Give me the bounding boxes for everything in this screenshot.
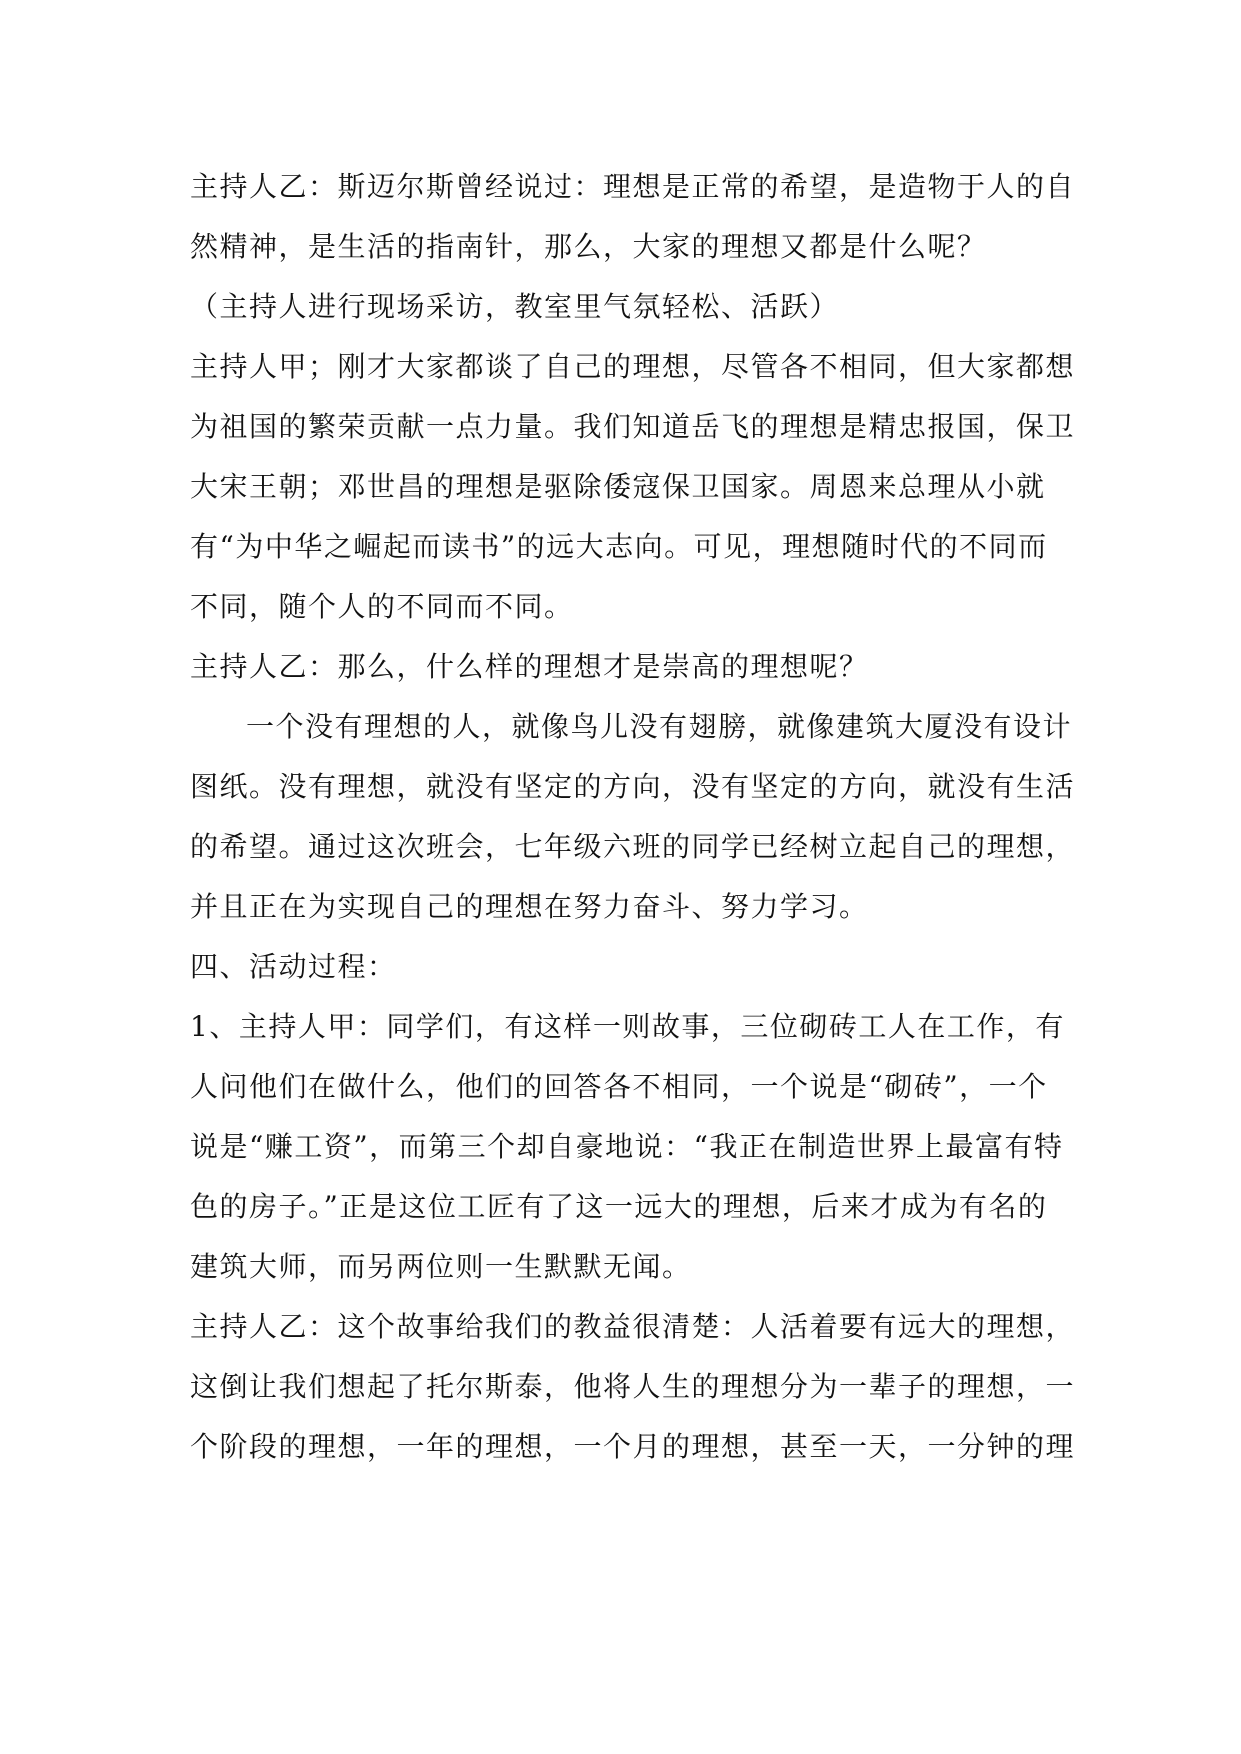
text-line: 为祖国的繁荣贡献一点力量。我们知道岳飞的理想是精忠报国，保卫 bbox=[190, 410, 1076, 443]
text-line: 图纸。没有理想，就没有坚定的方向，没有坚定的方向，就没有生活 bbox=[190, 770, 1076, 803]
text-line: 并且正在为实现自己的理想在努力奋斗、努力学习。 bbox=[190, 890, 869, 923]
text-line: 建筑大师，而另两位则一生默默无闻。 bbox=[190, 1250, 692, 1283]
text-line: 1、主持人甲：同学们，有这样一则故事，三位砌砖工人在工作，有 bbox=[190, 1010, 1065, 1043]
text-line: 的希望。通过这次班会，七年级六班的同学已经树立起自己的理想， bbox=[190, 830, 1076, 863]
text-line: 主持人甲；刚才大家都谈了自己的理想，尽管各不相同，但大家都想 bbox=[190, 350, 1076, 383]
text-line: 主持人乙：斯迈尔斯曾经说过：理想是正常的希望，是造物于人的自 bbox=[190, 170, 1076, 203]
text-line: 不同，随个人的不同而不同。 bbox=[190, 590, 574, 623]
text-line: 人问他们在做什么，他们的回答各不相同，一个说是“砌砖”，一个 bbox=[190, 1070, 1048, 1103]
text-line: 这倒让我们想起了托尔斯泰，他将人生的理想分为一辈子的理想，一 bbox=[190, 1370, 1076, 1403]
text-line: 有“为中华之崛起而读书”的远大志向。可见，理想随时代的不同而 bbox=[190, 530, 1048, 563]
text-line: 色的房子。”正是这位工匠有了这一远大的理想，后来才成为有名的 bbox=[190, 1190, 1048, 1223]
text-line: （主持人进行现场采访，教室里气氛轻松、活跃） bbox=[190, 290, 840, 323]
text-line: 个阶段的理想，一年的理想，一个月的理想，甚至一天，一分钟的理 bbox=[190, 1430, 1076, 1463]
text-line: 主持人乙：那么，什么样的理想才是崇高的理想呢？ bbox=[190, 650, 869, 683]
text-line: 说是“赚工资”，而第三个却自豪地说：“我正在制造世界上最富有特 bbox=[190, 1130, 1064, 1163]
section-heading: 四、活动过程： bbox=[190, 950, 397, 983]
document-body bbox=[190, 157, 1076, 1477]
text-line: 大宋王朝；邓世昌的理想是驱除倭寇保卫国家。周恩来总理从小就 bbox=[190, 470, 1046, 503]
text-line: 主持人乙：这个故事给我们的教益很清楚：人活着要有远大的理想， bbox=[190, 1310, 1076, 1343]
text-line: 一个没有理想的人，就像鸟儿没有翅膀，就像建筑大厦没有设计 bbox=[246, 710, 1073, 743]
text-line: 然精神，是生活的指南针，那么，大家的理想又都是什么呢？ bbox=[190, 230, 987, 263]
